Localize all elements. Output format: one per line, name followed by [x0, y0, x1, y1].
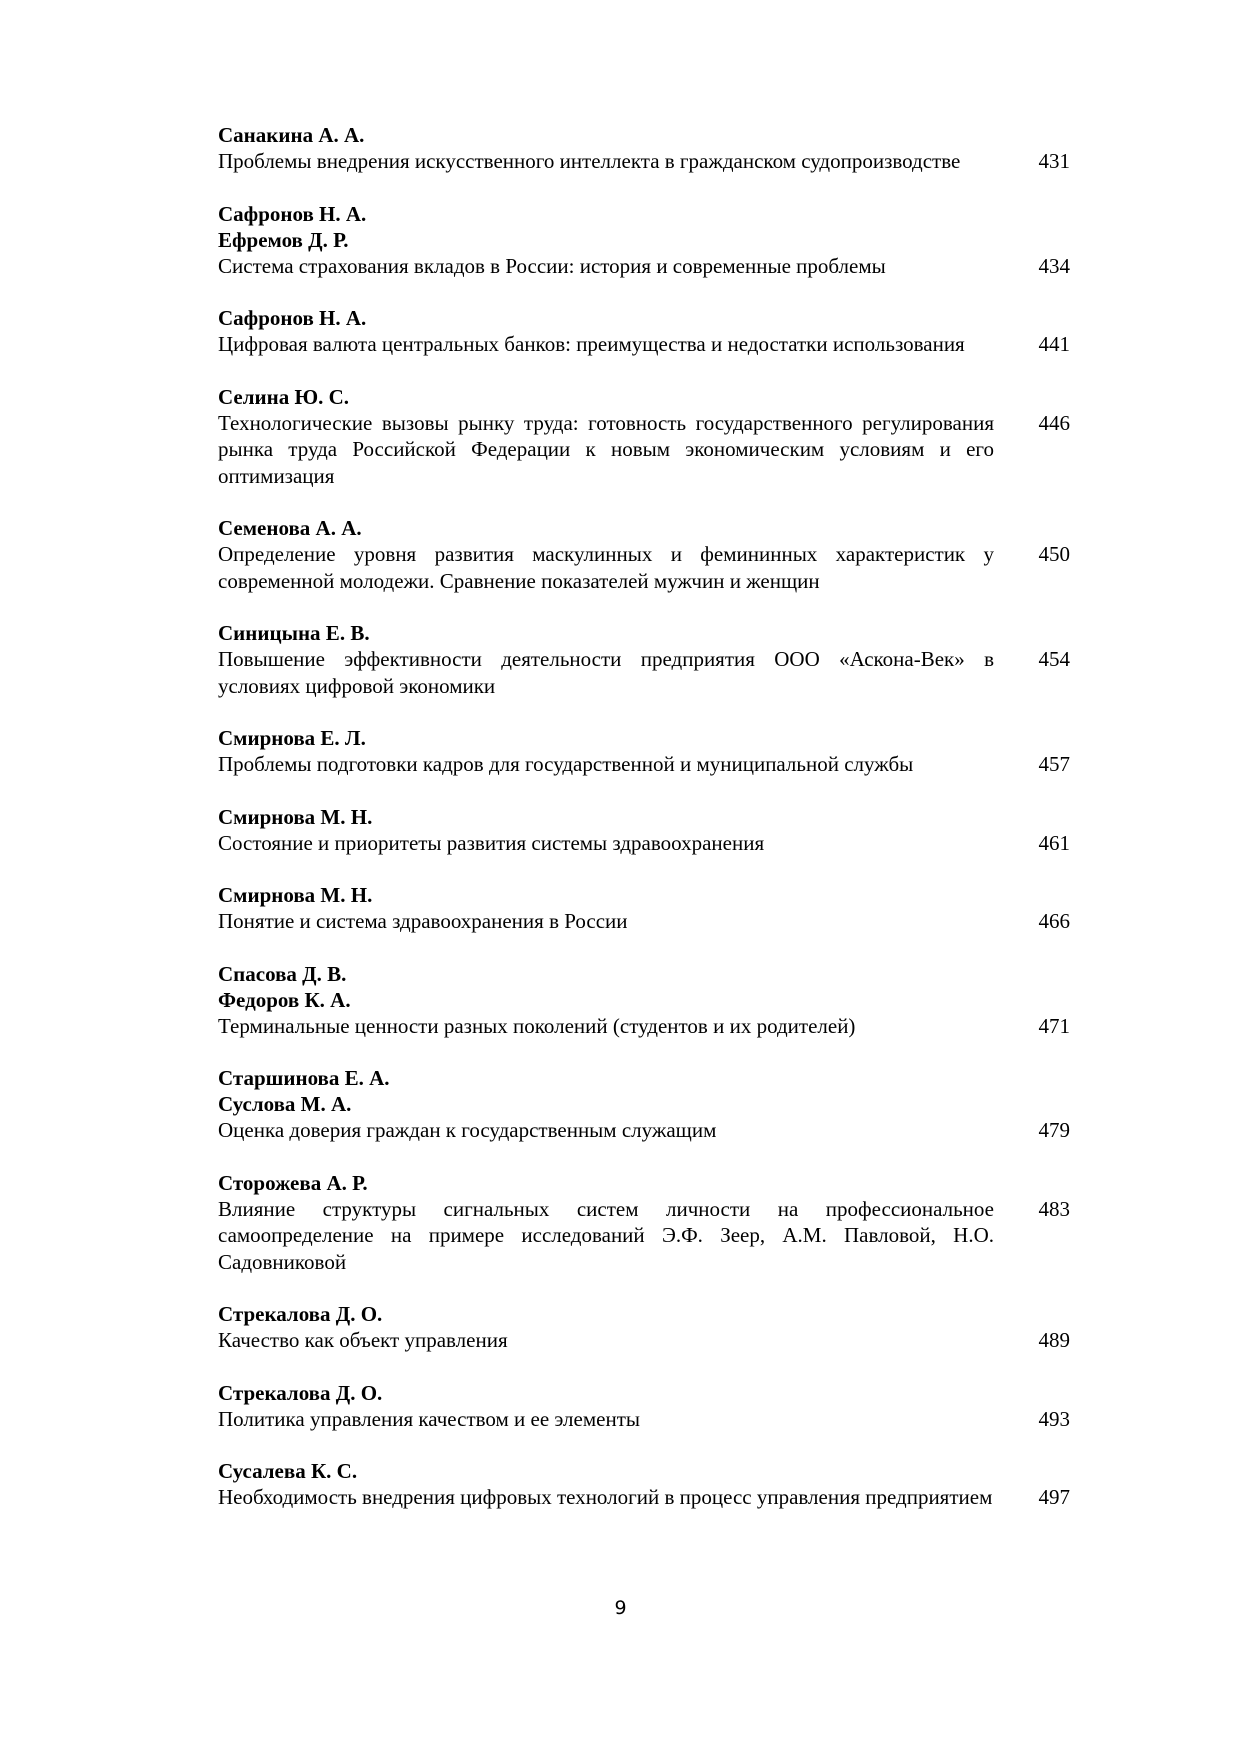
author-name: Санакина А. А. — [218, 123, 365, 147]
article-title: Технологические вызовы рынку труда: готовность государственного регулирования рынка труда Российской Федерации к новым экономическим условиям и его оптимизация — [218, 410, 994, 488]
article-title: Система страхования вкладов в России: история и современные проблемы — [218, 253, 886, 278]
author-name: Сторожева А. Р. — [218, 1170, 368, 1195]
toc-entry — [218, 882, 1070, 935]
page-number: 450 — [1038, 542, 1070, 566]
toc-entry — [218, 1065, 1070, 1144]
article-title: Понятие и система здравоохранения в России — [218, 909, 628, 933]
page-number: 457 — [1038, 752, 1070, 776]
page-number: 454 — [1038, 647, 1070, 671]
toc-row — [218, 751, 1070, 778]
author-name: Сафронов Н. А. — [218, 201, 367, 226]
page-number: 471 — [1038, 1013, 1070, 1038]
article-title: Цифровая валюта центральных банков: преимущества и недостатки использования — [218, 332, 965, 356]
author-name: Сафронов Н. А. — [218, 306, 367, 330]
table-of-contents — [218, 122, 1070, 1537]
article-title: Повышение эффективности деятельности предприятия ООО «Аскона-Век» в условиях цифровой экономики — [218, 647, 994, 698]
article-title: Качество как объект управления — [218, 1328, 508, 1352]
article-title: Определение уровня развития маскулинных и фемининных характеристик у современной молодежи. Сравнение показателей мужчин и женщин — [218, 542, 994, 593]
author-name: Стрекалова Д. О. — [218, 1380, 383, 1405]
toc-row — [218, 830, 1070, 857]
toc-entry — [218, 1380, 1070, 1433]
toc-row — [218, 1117, 1070, 1144]
toc-row — [218, 331, 1070, 358]
toc-entry — [218, 961, 1070, 1040]
page-number: 479 — [1038, 1118, 1070, 1142]
toc-row — [218, 1196, 1070, 1276]
author-name: Сусалева К. С. — [218, 1459, 358, 1483]
author-name: Ефремов Д. Р. — [218, 227, 349, 252]
page-number: 441 — [1038, 332, 1070, 356]
article-title: Влияние структуры сигнальных систем личности на профессиональное самоопределение на примере исследований Э.Ф. Зеер, А.М. Павловой, Н.О. Садовниковой — [218, 1196, 994, 1274]
page-number: 466 — [1038, 909, 1070, 933]
author-name: Синицына Е. В. — [218, 621, 370, 645]
toc-entry — [218, 1458, 1070, 1511]
toc-entry — [218, 620, 1070, 699]
toc-row — [218, 1013, 1070, 1040]
toc-entry — [218, 384, 1070, 490]
article-title: Политика управления качеством и ее элементы — [218, 1406, 640, 1431]
article-title: Проблемы подготовки кадров для государственной и муниципальной службы — [218, 752, 914, 776]
toc-entry — [218, 725, 1070, 778]
toc-row — [218, 1484, 1070, 1511]
toc-entry — [218, 122, 1070, 175]
author-name: Спасова Д. В. — [218, 961, 347, 986]
toc-entry — [218, 201, 1070, 280]
author-name: Стрекалова Д. О. — [218, 1302, 383, 1326]
article-title: Проблемы внедрения искусственного интеллекта в гражданском судопроизводстве — [218, 149, 961, 173]
author-name: Смирнова М. Н. — [218, 883, 373, 907]
toc-entry — [218, 804, 1070, 857]
toc-row — [218, 646, 1070, 699]
toc-row — [218, 410, 1070, 490]
toc-row — [218, 148, 1070, 175]
page-number: 483 — [1038, 1196, 1070, 1221]
author-name: Смирнова М. Н. — [218, 804, 373, 829]
toc-row — [218, 908, 1070, 935]
page-number: 446 — [1038, 410, 1070, 435]
page-number: 489 — [1038, 1328, 1070, 1352]
toc-row — [218, 1327, 1070, 1354]
page-number: 434 — [1038, 253, 1070, 278]
article-title: Терминальные ценности разных поколений (студентов и их родителей) — [218, 1013, 856, 1038]
author-name: Семенова А. А. — [218, 516, 362, 540]
author-name: Селина Ю. С. — [218, 384, 350, 409]
toc-row — [218, 1406, 1070, 1433]
article-title: Состояние и приоритеты развития системы здравоохранения — [218, 830, 765, 855]
toc-entry — [218, 305, 1070, 358]
page-number: 461 — [1038, 830, 1070, 855]
article-title: Необходимость внедрения цифровых технологий в процесс управления предприятием — [218, 1485, 993, 1509]
toc-row — [218, 541, 1070, 594]
footer-page-number: 9 — [614, 1597, 627, 1619]
article-title: Оценка доверия граждан к государственным служащим — [218, 1118, 717, 1142]
author-name: Старшинова Е. А. — [218, 1066, 390, 1090]
toc-row — [218, 253, 1070, 280]
page-number: 493 — [1038, 1406, 1070, 1431]
toc-entry — [218, 1170, 1070, 1276]
page-number: 431 — [1038, 149, 1070, 173]
author-name: Суслова М. А. — [218, 1092, 352, 1116]
toc-entry — [218, 515, 1070, 594]
page-number: 497 — [1038, 1485, 1070, 1509]
author-name: Смирнова Е. Л. — [218, 726, 366, 750]
author-name: Федоров К. А. — [218, 987, 351, 1012]
toc-entry — [218, 1301, 1070, 1354]
